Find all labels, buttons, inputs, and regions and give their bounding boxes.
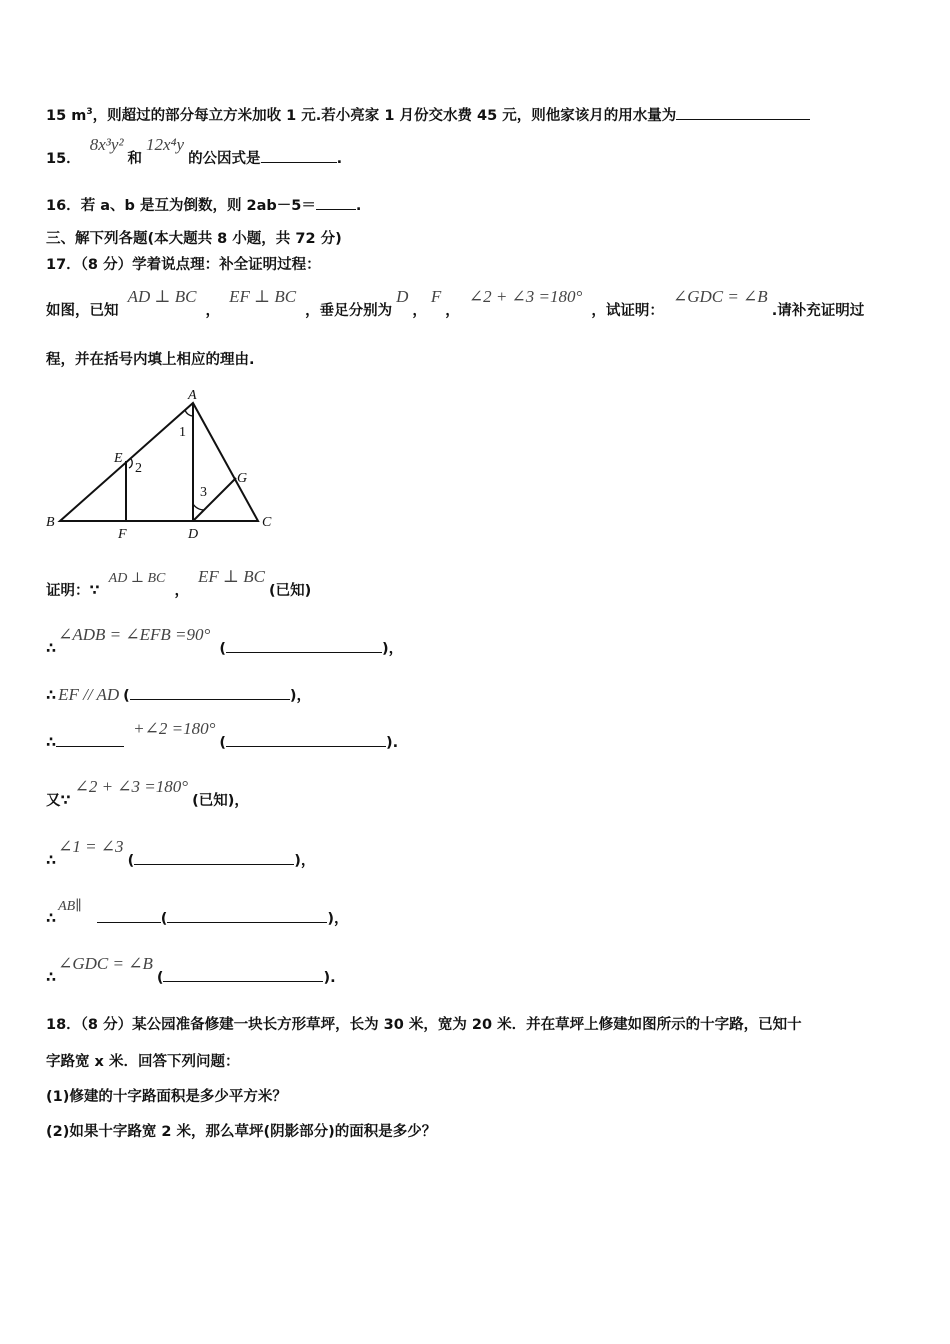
proof-line-3 xyxy=(46,719,399,753)
label-angle-2: 2 xyxy=(135,461,142,476)
reason: (已知)， xyxy=(192,793,249,809)
text: . xyxy=(355,198,362,214)
therefore-symbol: ∴ xyxy=(46,911,57,927)
text: .请补充证明过 xyxy=(771,303,865,319)
label-f: F xyxy=(118,527,127,542)
math-expression: 12x⁴y xyxy=(146,135,185,154)
reason-blank[interactable] xyxy=(134,850,294,865)
answer-blank[interactable] xyxy=(316,195,356,210)
proof-line-0 xyxy=(46,567,312,602)
angle-1-arc xyxy=(185,410,193,416)
text: 又∵ xyxy=(46,793,71,809)
question-15 xyxy=(46,135,343,169)
math-expression: ∠2 + ∠3 =180° xyxy=(468,287,583,306)
math-expression: ∠2 + ∠3 =180° xyxy=(74,777,189,796)
math-expression: EF ⊥ BC xyxy=(229,287,297,306)
text: 15 m xyxy=(46,107,87,124)
label-e: E xyxy=(114,451,123,466)
math-expression: ∠GDC = ∠B xyxy=(58,954,153,973)
question-18-line2: 字路宽 x 米．回答下列问题： xyxy=(46,1054,240,1070)
text: ). xyxy=(323,970,336,986)
question-number: 15． xyxy=(46,151,81,167)
line-blank[interactable] xyxy=(97,908,161,923)
text: ( xyxy=(219,735,227,751)
label-angle-1: 1 xyxy=(179,425,186,440)
question-number: 16． xyxy=(46,198,81,214)
text: ， xyxy=(174,583,189,599)
q14-continuation xyxy=(46,102,810,126)
text: ，试证明： xyxy=(591,303,664,319)
text: )， xyxy=(327,911,349,927)
text: ( xyxy=(123,688,130,704)
therefore-symbol: ∴ xyxy=(46,853,57,869)
text: ( xyxy=(127,853,135,869)
math-expression: AB∥ xyxy=(58,899,82,914)
question-18-part2: (2)如果十字路宽 2 米，那么草坪(阴影部分)的面积是多少？ xyxy=(46,1124,437,1140)
math-expression: EF // AD xyxy=(58,685,120,704)
question-18-part1: (1)修建的十字路面积是多少平方米？ xyxy=(46,1089,287,1105)
label-angle-3: 3 xyxy=(200,485,207,500)
math-expression: D xyxy=(396,287,409,306)
therefore-symbol: ∴ xyxy=(46,735,57,751)
proof-line-2 xyxy=(46,685,311,706)
therefore-symbol: ∴ xyxy=(46,970,57,986)
question-18-line1: 18．（8 分）某公园准备修建一块长方形草坪，长为 30 米，宽为 20 米．并在草坪上修建如图所示的十字路，已知十 xyxy=(46,1017,802,1033)
math-expression: AD ⊥ BC xyxy=(108,571,166,586)
text: )， xyxy=(289,688,311,704)
text: ， xyxy=(412,303,427,319)
reason-blank[interactable] xyxy=(163,967,323,982)
text: ( xyxy=(160,911,168,927)
label-g: G xyxy=(237,471,248,486)
text: 如图，已知 xyxy=(46,303,119,319)
text: ， xyxy=(205,303,220,319)
question-17-header: 17．（8 分）学着说点理：补全证明过程： xyxy=(46,257,321,273)
question-17-given xyxy=(46,287,865,321)
therefore-symbol: ∴ xyxy=(46,641,57,657)
question-17-line2: 程，并在括号内填上相应的理由. xyxy=(46,352,255,368)
math-expression: EF ⊥ BC xyxy=(198,567,265,586)
reason-blank[interactable] xyxy=(226,638,382,653)
math-expression: 8x³y² xyxy=(89,135,124,154)
therefore-symbol: ∴ xyxy=(46,688,57,704)
text: ( xyxy=(156,970,164,986)
angle-3-arc xyxy=(193,504,204,510)
text: ， xyxy=(445,303,460,319)
text: . xyxy=(336,151,343,167)
text: ). xyxy=(386,735,399,751)
superscript: 3 xyxy=(86,107,93,117)
math-expression: ∠ADB = ∠EFB =90° xyxy=(58,625,211,644)
reason-blank[interactable] xyxy=(130,685,290,700)
text: )， xyxy=(294,853,316,869)
math-expression: ∠1 = ∠3 xyxy=(58,837,124,856)
text: )， xyxy=(381,641,404,657)
question-16 xyxy=(46,195,361,216)
proof-line-7 xyxy=(46,954,336,988)
text: 证明：∵ xyxy=(46,583,100,599)
answer-blank[interactable] xyxy=(676,105,810,120)
text: 若 a、b 是互为倒数，则 2ab－5＝ xyxy=(80,198,316,214)
proof-line-1 xyxy=(46,625,404,659)
reason-blank[interactable] xyxy=(167,908,327,923)
math-expression: AD ⊥ BC xyxy=(127,287,197,306)
text: ，垂足分别为 xyxy=(305,303,393,319)
label-b: B xyxy=(46,515,55,530)
math-expression: +∠2 =180° xyxy=(133,719,216,738)
triangle-figure xyxy=(0,380,300,550)
reason: (已知) xyxy=(268,583,312,599)
text: 和 xyxy=(127,151,143,167)
proof-line-4 xyxy=(46,777,249,811)
math-expression: ∠GDC = ∠B xyxy=(672,287,768,306)
proof-line-6 xyxy=(46,899,349,930)
reason-blank[interactable] xyxy=(226,732,386,747)
text: 的公因式是 xyxy=(188,151,261,167)
label-d: D xyxy=(188,527,199,542)
angle-blank[interactable] xyxy=(56,732,124,747)
proof-line-5 xyxy=(46,837,316,871)
label-a: A xyxy=(188,388,197,403)
section-heading: 三、解下列各题(本大题共 8 小题，共 72 分) xyxy=(46,231,342,247)
math-expression: F xyxy=(430,287,442,306)
label-c: C xyxy=(262,515,272,530)
triangle-abc xyxy=(60,403,258,521)
text: ( xyxy=(219,641,226,657)
answer-blank[interactable] xyxy=(261,148,337,163)
text: ，则超过的部分每立方米加收 1 元.若小亮家 1 月份交水费 45 元，则他家该月的用水量为 xyxy=(92,107,677,124)
